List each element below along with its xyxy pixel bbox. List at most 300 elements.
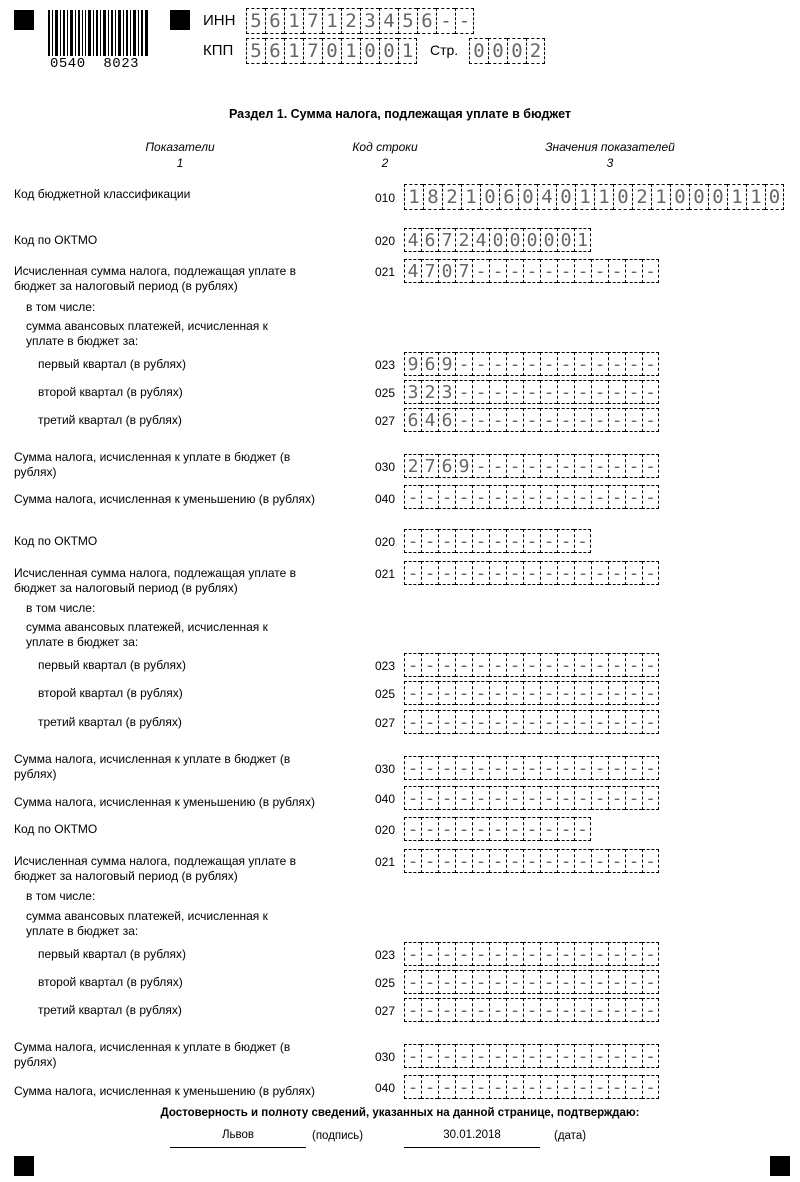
- page-number-field[interactable]: [469, 38, 545, 64]
- field-cell: 1: [398, 38, 417, 64]
- field-cell: -: [557, 817, 574, 841]
- field-cell: -: [608, 786, 625, 810]
- advance-payments-label: сумма авансовых платежей, исчисленная к уплате в бюджет за:: [26, 319, 268, 348]
- field-cell: -: [438, 817, 455, 841]
- field-cell: -: [540, 756, 557, 780]
- field-cell: -: [489, 817, 506, 841]
- field-cell: -: [608, 561, 625, 585]
- q2-code: 025: [375, 976, 396, 990]
- field-cell: -: [438, 970, 455, 994]
- field-cell: -: [421, 681, 438, 705]
- field-cell: 0: [670, 184, 689, 210]
- field-cell: -: [506, 817, 523, 841]
- field-cell: -: [489, 485, 506, 509]
- field-cell: -: [557, 653, 574, 677]
- field-cell: -: [608, 942, 625, 966]
- field-cell: -: [625, 408, 642, 432]
- field-cell: 6: [421, 352, 438, 376]
- field-cell: -: [489, 380, 506, 404]
- field-cell: 4: [404, 228, 421, 252]
- field-cell: -: [625, 710, 642, 734]
- field-cell: -: [608, 454, 625, 478]
- field-cell: -: [574, 998, 591, 1022]
- field-cell: 6: [438, 454, 455, 478]
- field-cell: -: [472, 259, 489, 283]
- field-cell: -: [472, 561, 489, 585]
- field-cell: -: [455, 998, 472, 1022]
- field-cell: -: [608, 352, 625, 376]
- field-cell: 6: [265, 8, 284, 34]
- tax-payable-field[interactable]: [404, 1044, 659, 1068]
- tax-payable-label: Сумма налога, исчисленная к уплате в бюджет (в рублях): [14, 450, 291, 479]
- field-cell: -: [608, 485, 625, 509]
- field-cell: -: [489, 1075, 506, 1099]
- field-cell: 7: [421, 454, 438, 478]
- field-cell: -: [540, 849, 557, 873]
- q1-code: 023: [375, 659, 396, 673]
- tax-payable-label: Сумма налога, исчисленная к уплате в бюджет (в рублях): [14, 1040, 291, 1069]
- field-cell: -: [438, 529, 455, 553]
- field-cell: -: [455, 970, 472, 994]
- field-cell: 0: [489, 228, 506, 252]
- oktmo-label: Код по ОКТМО: [14, 534, 98, 548]
- q1-label: первый квартал (в рублях): [38, 947, 187, 961]
- field-cell: -: [625, 653, 642, 677]
- q2-code: 025: [375, 687, 396, 701]
- field-cell: -: [506, 786, 523, 810]
- field-cell: 2: [442, 184, 461, 210]
- field-cell: -: [540, 942, 557, 966]
- barcode-number: 0540 8023: [50, 56, 140, 72]
- field-cell: 2: [404, 454, 421, 478]
- field-cell: -: [591, 786, 608, 810]
- oktmo-label: Код по ОКТМО: [14, 233, 98, 247]
- field-cell: -: [557, 681, 574, 705]
- field-cell: -: [472, 756, 489, 780]
- field-cell: -: [591, 561, 608, 585]
- field-cell: -: [455, 817, 472, 841]
- oktmo-code: 020: [375, 535, 396, 549]
- field-cell: -: [574, 1075, 591, 1099]
- calculated-tax-code: 021: [375, 855, 396, 869]
- field-cell: -: [574, 408, 591, 432]
- field-cell: -: [421, 786, 438, 810]
- field-cell: -: [523, 485, 540, 509]
- field-cell: 9: [455, 454, 472, 478]
- field-cell: -: [506, 380, 523, 404]
- field-cell: 1: [461, 184, 480, 210]
- field-cell: 1: [284, 8, 303, 34]
- field-cell: -: [421, 756, 438, 780]
- field-cell: -: [404, 653, 421, 677]
- field-cell: -: [642, 352, 659, 376]
- field-cell: -: [421, 561, 438, 585]
- field-cell: 1: [404, 184, 423, 210]
- field-cell: -: [523, 529, 540, 553]
- q3-code: 027: [375, 414, 396, 428]
- field-cell: -: [404, 1075, 421, 1099]
- q2-field[interactable]: [404, 380, 659, 404]
- field-cell: 9: [438, 352, 455, 376]
- oktmo-field[interactable]: [404, 228, 591, 252]
- field-cell: -: [608, 710, 625, 734]
- field-cell: 2: [632, 184, 651, 210]
- field-cell: -: [591, 710, 608, 734]
- field-cell: -: [642, 259, 659, 283]
- q3-field[interactable]: [404, 408, 659, 432]
- field-cell: -: [591, 485, 608, 509]
- signer-name-line: [170, 1147, 306, 1148]
- inn-label: ИНН: [203, 12, 236, 29]
- field-cell: -: [506, 998, 523, 1022]
- field-cell: 0: [507, 38, 526, 64]
- field-cell: -: [455, 681, 472, 705]
- field-cell: -: [608, 408, 625, 432]
- field-cell: -: [642, 653, 659, 677]
- field-cell: -: [506, 352, 523, 376]
- field-cell: -: [438, 786, 455, 810]
- field-cell: -: [421, 1075, 438, 1099]
- q1-label: первый квартал (в рублях): [38, 357, 187, 371]
- field-cell: -: [557, 454, 574, 478]
- column-indicators-number: 1: [176, 156, 184, 170]
- field-cell: -: [557, 485, 574, 509]
- q3-field[interactable]: [404, 710, 659, 734]
- tax-payable-code: 030: [375, 1050, 396, 1064]
- field-cell: 0: [765, 184, 784, 210]
- field-cell: -: [557, 849, 574, 873]
- q1-field[interactable]: [404, 352, 659, 376]
- field-cell: -: [625, 849, 642, 873]
- kbk-field[interactable]: [404, 184, 784, 210]
- q3-label: третий квартал (в рублях): [38, 715, 182, 729]
- kpp-field[interactable]: [246, 38, 417, 64]
- field-cell: -: [591, 1044, 608, 1068]
- field-cell: -: [540, 786, 557, 810]
- field-cell: -: [540, 561, 557, 585]
- tax-payable-label: Сумма налога, исчисленная к уплате в бюджет (в рублях): [14, 752, 291, 781]
- field-cell: -: [489, 454, 506, 478]
- field-cell: -: [642, 1075, 659, 1099]
- calculated-tax-label: Исчисленная сумма налога, подлежащая уплате в бюджет за налоговый период (в рублях): [14, 854, 297, 883]
- field-cell: -: [625, 786, 642, 810]
- field-cell: -: [608, 1075, 625, 1099]
- kpp-label: КПП: [203, 42, 234, 59]
- field-cell: -: [489, 786, 506, 810]
- field-cell: -: [472, 408, 489, 432]
- field-cell: -: [625, 970, 642, 994]
- field-cell: -: [608, 970, 625, 994]
- field-cell: -: [438, 485, 455, 509]
- oktmo-code: 020: [375, 234, 396, 248]
- field-cell: -: [557, 380, 574, 404]
- field-cell: -: [591, 408, 608, 432]
- field-cell: -: [540, 998, 557, 1022]
- field-cell: -: [438, 710, 455, 734]
- field-cell: 0: [469, 38, 488, 64]
- field-cell: 1: [574, 228, 591, 252]
- field-cell: 6: [438, 408, 455, 432]
- field-cell: -: [625, 1075, 642, 1099]
- inn-field[interactable]: [246, 8, 474, 34]
- column-code-number: 2: [381, 156, 389, 170]
- field-cell: -: [455, 1075, 472, 1099]
- field-cell: 0: [480, 184, 499, 210]
- field-cell: -: [472, 380, 489, 404]
- field-cell: -: [455, 1044, 472, 1068]
- field-cell: -: [455, 756, 472, 780]
- q1-field[interactable]: [404, 942, 659, 966]
- including-label: в том числе:: [26, 889, 96, 903]
- q2-field[interactable]: [404, 970, 659, 994]
- field-cell: -: [523, 352, 540, 376]
- field-cell: -: [472, 1044, 489, 1068]
- calculated-tax-label: Исчисленная сумма налога, подлежащая уплате в бюджет за налоговый период (в рублях): [14, 566, 297, 595]
- field-cell: -: [436, 8, 455, 34]
- field-cell: -: [489, 259, 506, 283]
- field-cell: -: [608, 998, 625, 1022]
- q2-label: второй квартал (в рублях): [38, 686, 183, 700]
- field-cell: -: [523, 408, 540, 432]
- field-cell: 2: [455, 228, 472, 252]
- field-cell: -: [506, 561, 523, 585]
- field-cell: -: [489, 529, 506, 553]
- barcode: [48, 10, 148, 56]
- field-cell: -: [642, 786, 659, 810]
- q1-label: первый квартал (в рублях): [38, 658, 187, 672]
- q1-code: 023: [375, 358, 396, 372]
- field-cell: 0: [556, 184, 575, 210]
- field-cell: -: [523, 454, 540, 478]
- date-value[interactable]: 30.01.2018: [443, 1129, 501, 1141]
- q2-label: второй квартал (в рублях): [38, 975, 183, 989]
- field-cell: 6: [404, 408, 421, 432]
- calculated-tax-field[interactable]: [404, 259, 659, 283]
- tax-decrease-label: Сумма налога, исчисленная к уменьшению (в рублях): [14, 795, 315, 809]
- field-cell: -: [574, 786, 591, 810]
- field-cell: -: [574, 454, 591, 478]
- field-cell: -: [557, 1044, 574, 1068]
- field-cell: -: [574, 380, 591, 404]
- field-cell: 5: [398, 8, 417, 34]
- field-cell: -: [472, 653, 489, 677]
- date-caption: (дата): [554, 1130, 587, 1142]
- advance-payments-label: сумма авансовых платежей, исчисленная к уплате в бюджет за:: [26, 620, 268, 649]
- field-cell: 0: [506, 228, 523, 252]
- field-cell: -: [557, 352, 574, 376]
- field-cell: -: [421, 942, 438, 966]
- field-cell: -: [421, 849, 438, 873]
- field-cell: -: [591, 1075, 608, 1099]
- field-cell: 4: [379, 8, 398, 34]
- field-cell: -: [472, 786, 489, 810]
- q2-label: второй квартал (в рублях): [38, 385, 183, 399]
- field-cell: -: [574, 485, 591, 509]
- field-cell: -: [557, 408, 574, 432]
- field-cell: 1: [322, 8, 341, 34]
- field-cell: -: [608, 1044, 625, 1068]
- field-cell: -: [455, 380, 472, 404]
- column-code-heading: [330, 139, 440, 171]
- field-cell: -: [591, 653, 608, 677]
- signer-name[interactable]: Львов: [221, 1129, 255, 1141]
- oktmo-code: 020: [375, 823, 396, 837]
- field-cell: 1: [651, 184, 670, 210]
- field-cell: -: [404, 681, 421, 705]
- field-cell: -: [574, 259, 591, 283]
- field-cell: -: [421, 1044, 438, 1068]
- calculated-tax-field[interactable]: [404, 849, 659, 873]
- tax-decrease-label: Сумма налога, исчисленная к уменьшению (в рублях): [14, 1084, 315, 1098]
- field-cell: 4: [404, 259, 421, 283]
- tax-decrease-field[interactable]: [404, 485, 659, 509]
- field-cell: 0: [613, 184, 632, 210]
- tax-decrease-code: 040: [375, 492, 396, 506]
- field-cell: -: [540, 408, 557, 432]
- field-cell: 0: [540, 228, 557, 252]
- field-cell: -: [506, 756, 523, 780]
- field-cell: -: [455, 352, 472, 376]
- field-cell: -: [489, 756, 506, 780]
- field-cell: -: [438, 653, 455, 677]
- including-label: в том числе:: [26, 300, 96, 314]
- field-cell: -: [523, 756, 540, 780]
- column-values-title: Значения показателей: [545, 140, 675, 154]
- field-cell: -: [540, 259, 557, 283]
- tax-payable-field[interactable]: [404, 756, 659, 780]
- field-cell: 0: [689, 184, 708, 210]
- field-cell: -: [540, 970, 557, 994]
- field-cell: 1: [341, 38, 360, 64]
- field-cell: -: [404, 561, 421, 585]
- field-cell: 6: [417, 8, 436, 34]
- field-cell: -: [625, 942, 642, 966]
- field-cell: -: [489, 942, 506, 966]
- field-cell: -: [625, 1044, 642, 1068]
- field-cell: -: [642, 454, 659, 478]
- field-cell: -: [540, 352, 557, 376]
- date-line: [404, 1147, 540, 1148]
- q1-code: 023: [375, 948, 396, 962]
- field-cell: -: [455, 561, 472, 585]
- field-cell: 9: [404, 352, 421, 376]
- q1-field[interactable]: [404, 653, 659, 677]
- field-cell: 2: [341, 8, 360, 34]
- field-cell: -: [591, 259, 608, 283]
- tax-decrease-field[interactable]: [404, 786, 659, 810]
- field-cell: -: [625, 681, 642, 705]
- field-cell: -: [574, 1044, 591, 1068]
- field-cell: -: [472, 710, 489, 734]
- advance-payments-label: сумма авансовых платежей, исчисленная к уплате в бюджет за:: [26, 909, 268, 938]
- q3-label: третий квартал (в рублях): [38, 1003, 182, 1017]
- field-cell: -: [506, 259, 523, 283]
- field-cell: -: [523, 970, 540, 994]
- field-cell: -: [591, 681, 608, 705]
- field-cell: -: [608, 653, 625, 677]
- field-cell: -: [574, 352, 591, 376]
- field-cell: -: [472, 998, 489, 1022]
- calculated-tax-code: 021: [375, 265, 396, 279]
- field-cell: -: [506, 1075, 523, 1099]
- field-cell: -: [523, 561, 540, 585]
- corner-marker-bottom-right: [770, 1156, 790, 1176]
- field-cell: -: [455, 408, 472, 432]
- field-cell: -: [472, 1075, 489, 1099]
- field-cell: -: [506, 970, 523, 994]
- field-cell: -: [489, 710, 506, 734]
- field-cell: -: [625, 485, 642, 509]
- field-cell: 7: [438, 228, 455, 252]
- field-cell: 0: [322, 38, 341, 64]
- field-cell: -: [506, 681, 523, 705]
- field-cell: -: [523, 259, 540, 283]
- field-cell: -: [574, 849, 591, 873]
- field-cell: -: [472, 529, 489, 553]
- field-cell: -: [591, 998, 608, 1022]
- field-cell: -: [489, 653, 506, 677]
- field-cell: -: [523, 380, 540, 404]
- field-cell: -: [523, 710, 540, 734]
- corner-marker-top-left: [14, 10, 34, 30]
- field-cell: -: [608, 259, 625, 283]
- field-cell: -: [455, 653, 472, 677]
- field-cell: 3: [360, 8, 379, 34]
- field-cell: -: [557, 756, 574, 780]
- field-cell: -: [506, 653, 523, 677]
- field-cell: 8: [423, 184, 442, 210]
- calculated-tax-field[interactable]: [404, 561, 659, 585]
- q3-label: третий квартал (в рублях): [38, 413, 182, 427]
- field-cell: -: [472, 681, 489, 705]
- field-cell: -: [523, 817, 540, 841]
- confirmation-text: Достоверность и полноту сведений, указанных на данной странице, подтверждаю:: [160, 1107, 640, 1119]
- field-cell: -: [574, 710, 591, 734]
- field-cell: 2: [526, 38, 545, 64]
- field-cell: -: [523, 1044, 540, 1068]
- tax-payable-field[interactable]: [404, 454, 659, 478]
- oktmo-field[interactable]: [404, 529, 591, 553]
- field-cell: -: [506, 942, 523, 966]
- kbk-label: Код бюджетной классификации: [14, 187, 191, 201]
- field-cell: -: [540, 454, 557, 478]
- field-cell: -: [557, 710, 574, 734]
- field-cell: 1: [727, 184, 746, 210]
- field-cell: -: [472, 817, 489, 841]
- field-cell: -: [421, 970, 438, 994]
- field-cell: -: [421, 998, 438, 1022]
- field-cell: -: [523, 681, 540, 705]
- field-cell: -: [438, 998, 455, 1022]
- field-cell: -: [506, 710, 523, 734]
- field-cell: -: [472, 970, 489, 994]
- field-cell: -: [574, 970, 591, 994]
- oktmo-field[interactable]: [404, 817, 591, 841]
- field-cell: -: [625, 352, 642, 376]
- field-cell: -: [540, 1075, 557, 1099]
- field-cell: -: [591, 942, 608, 966]
- field-cell: -: [574, 756, 591, 780]
- field-cell: -: [523, 653, 540, 677]
- tax-decrease-field[interactable]: [404, 1075, 659, 1099]
- field-cell: -: [557, 1075, 574, 1099]
- field-cell: -: [540, 380, 557, 404]
- field-cell: -: [574, 681, 591, 705]
- field-cell: 0: [708, 184, 727, 210]
- q2-field[interactable]: [404, 681, 659, 705]
- field-cell: -: [489, 1044, 506, 1068]
- q3-field[interactable]: [404, 998, 659, 1022]
